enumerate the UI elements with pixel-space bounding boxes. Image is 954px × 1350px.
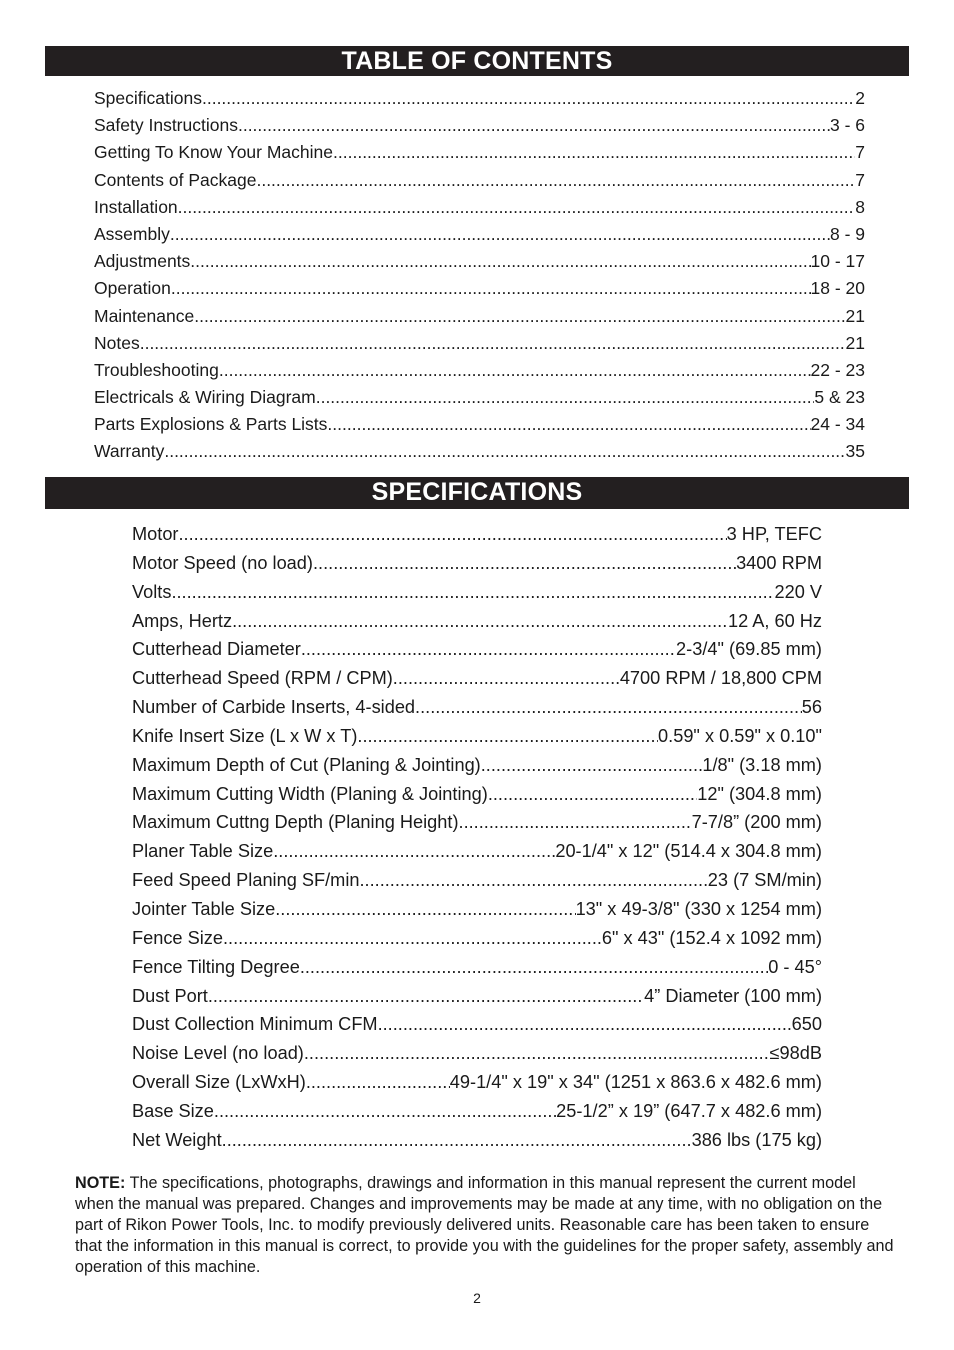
spec-row (132, 957, 822, 986)
spec-row-value: 0.59" x 0.59" x 0.10" (658, 725, 822, 746)
toc-entry (94, 142, 865, 169)
spec-row (132, 639, 822, 668)
toc-entry (94, 251, 865, 278)
toc-entry (94, 115, 865, 142)
dot-leader (232, 611, 728, 632)
toc-entry-value: 24 - 34 (810, 414, 865, 435)
spec-row (132, 582, 822, 611)
dot-leader (459, 812, 692, 833)
spec-row (132, 1043, 822, 1072)
spec-row (132, 784, 822, 813)
spec-row (132, 553, 822, 582)
spec-row-label: Number of Carbide Inserts, 4-sided (132, 697, 416, 718)
dot-leader (171, 278, 811, 299)
spec-row-value: 49-1/4" x 19" x 34" (1251 x 863.6 x 482.6 mm) (449, 1072, 822, 1093)
spec-row (132, 1101, 822, 1130)
spec-row-value: 650 (791, 1014, 822, 1035)
dot-leader (194, 306, 845, 327)
spec-row-label: Dust Collection Minimum CFM (132, 1014, 378, 1035)
dot-leader (359, 870, 707, 891)
dot-leader (327, 414, 810, 435)
toc-entry-value: 10 - 17 (810, 251, 865, 272)
toc-entry-label: Warranty (94, 441, 165, 462)
spec-row (132, 1130, 822, 1159)
spec-row-value: 4700 RPM / 18,800 CPM (619, 668, 822, 689)
dot-leader (301, 639, 676, 660)
spec-row-value: 220 V (774, 581, 822, 602)
spec-row-label: Cutterhead Diameter (132, 639, 301, 660)
spec-row-label: Noise Level (no load) (132, 1043, 304, 1064)
dot-leader (214, 1101, 556, 1122)
dot-leader (208, 986, 644, 1007)
spec-row-label: Base Size (132, 1100, 214, 1121)
dot-leader (273, 841, 555, 862)
toc-entry-value: 5 & 23 (814, 387, 865, 408)
spec-row (132, 1014, 822, 1043)
dot-leader (481, 755, 703, 776)
toc-entry-value: 35 (845, 441, 865, 462)
spec-row-value: 6" x 43" (152.4 x 1092 mm) (601, 927, 822, 948)
toc-entry-label: Electricals & Wiring Diagram (94, 387, 316, 408)
toc-entry-value: 21 (845, 332, 865, 353)
dot-leader (313, 553, 736, 574)
toc-entry-value: 7 (855, 169, 865, 190)
note-text: The specifications, photographs, drawings and information in this manual represent the current model when the manual was prepared. Changes and improvements may be made at any time, with no obligation on the part of Rikon Power Tools, Inc. to modify previously delivered units. Reasonable care has been taken to ensure that the information in this manual is correct, to provide you with the guidelines for the proper safety, assembly and operation of this machine. (75, 1174, 894, 1276)
spec-row-value: 0 - 45° (768, 956, 822, 977)
toc-entry-label: Notes (94, 332, 140, 353)
toc-entry-value: 21 (845, 305, 865, 326)
dot-leader (256, 170, 855, 191)
spec-row-label: Amps, Hertz (132, 610, 233, 631)
toc-entry-label: Maintenance (94, 305, 195, 326)
spec-row-label: Dust Port (132, 985, 208, 1006)
toc-entry (94, 170, 865, 197)
toc-entry (94, 88, 865, 115)
toc-entry (94, 278, 865, 305)
spec-row-value: 1/8" (3.18 mm) (702, 754, 822, 775)
toc-entry-value: 22 - 23 (810, 359, 865, 380)
dot-leader (178, 197, 856, 218)
toc-entry-label: Assembly (94, 223, 170, 244)
dot-leader (316, 387, 815, 408)
spec-row-value: 386 lbs (175 kg) (691, 1129, 822, 1150)
specifications-list (132, 524, 822, 1159)
toc-entry-label: Parts Explosions & Parts Lists (94, 414, 328, 435)
spec-row (132, 668, 822, 697)
toc-entry-value: 7 (855, 142, 865, 163)
dot-leader (378, 1014, 792, 1035)
spec-row-value: 3 HP, TEFC (726, 524, 822, 544)
spec-row-value: ≤98dB (769, 1043, 822, 1064)
dot-leader (202, 88, 855, 109)
spec-row-value: 13" x 49-3/8" (330 x 1254 mm) (575, 898, 822, 919)
spec-row-value: 7-7/8” (200 mm) (691, 812, 822, 833)
spec-row-label: Fence Tilting Degree (132, 956, 300, 977)
note-label: NOTE: (75, 1174, 126, 1192)
page-number: 2 (473, 1290, 481, 1306)
spec-row (132, 870, 822, 899)
note-paragraph (75, 1173, 897, 1278)
spec-row-value: 23 (7 SM/min) (707, 870, 822, 891)
spec-row-label: Planer Table Size (132, 841, 274, 862)
spec-row (132, 899, 822, 928)
spec-row (132, 841, 822, 870)
spec-row-label: Maximum Cutting Width (Planing & Jointing) (132, 783, 488, 804)
spec-row (132, 611, 822, 640)
toc-entry (94, 414, 865, 441)
toc-entry-label: Troubleshooting (94, 359, 219, 380)
specifications-heading: SPECIFICATIONS (45, 477, 909, 509)
dot-leader (333, 142, 855, 163)
spec-row-label: Overall Size (LxWxH) (132, 1072, 306, 1093)
dot-leader (488, 784, 697, 805)
spec-row (132, 928, 822, 957)
dot-leader (190, 251, 810, 272)
dot-leader (140, 333, 846, 354)
spec-row-label: Volts (132, 581, 172, 602)
dot-leader (393, 668, 620, 689)
spec-row (132, 986, 822, 1015)
dot-leader (222, 1130, 692, 1151)
spec-row-value: 12" (304.8 mm) (697, 783, 822, 804)
spec-row-label: Motor (132, 524, 179, 544)
spec-row (132, 1072, 822, 1101)
spec-row-value: 12 A, 60 Hz (727, 610, 822, 631)
spec-row (132, 524, 822, 553)
toc-entry-label: Operation (94, 278, 171, 299)
spec-row-label: Cutterhead Speed (RPM / CPM) (132, 668, 393, 689)
spec-row-label: Maximum Depth of Cut (Planing & Jointing) (132, 754, 481, 775)
spec-row-label: Feed Speed Planing SF/min (132, 870, 360, 891)
spec-row-label: Maximum Cuttng Depth (Planing Height) (132, 812, 459, 833)
toc-entry (94, 387, 865, 414)
spec-row-value: 25-1/2” x 19” (647.7 x 482.6 mm) (556, 1100, 822, 1121)
spec-row-value: 4” Diameter (100 mm) (644, 985, 822, 1006)
toc-heading: TABLE OF CONTENTS (45, 46, 909, 76)
spec-row-label: Knife Insert Size (L x W x T) (132, 725, 358, 746)
dot-leader (306, 1072, 450, 1093)
dot-leader (170, 224, 830, 245)
toc-entry-label: Installation (94, 196, 178, 217)
toc-entry (94, 441, 865, 468)
dot-leader (415, 697, 802, 718)
toc-entry-value: 18 - 20 (810, 278, 865, 299)
toc-entry (94, 333, 865, 360)
spec-row-label: Net Weight (132, 1129, 222, 1150)
dot-leader (164, 441, 845, 462)
dot-leader (223, 928, 602, 949)
spec-row-value: 2-3/4" (69.85 mm) (676, 639, 822, 660)
dot-leader (275, 899, 575, 920)
dot-leader (357, 726, 658, 747)
toc-entry-label: Adjustments (94, 251, 191, 272)
toc-entry (94, 306, 865, 333)
toc-entry-label: Safety Instructions (94, 115, 238, 136)
spec-row-value: 20-1/4" x 12" (514.4 x 304.8 mm) (555, 841, 822, 862)
spec-row-value: 56 (801, 697, 822, 718)
toc-entry-value: 8 - 9 (829, 223, 865, 244)
toc-entry-label: Getting To Know Your Machine (94, 142, 334, 163)
dot-leader (219, 360, 811, 381)
toc-entry-label: Specifications (94, 88, 202, 108)
toc-entry-value: 8 (855, 196, 865, 217)
toc-entry-label: Contents of Package (94, 169, 257, 190)
spec-row-value: 3400 RPM (736, 552, 822, 573)
spec-row-label: Motor Speed (no load) (132, 552, 313, 573)
spec-row (132, 726, 822, 755)
spec-row (132, 697, 822, 726)
dot-leader (238, 115, 830, 136)
spec-row (132, 755, 822, 784)
dot-leader (171, 582, 774, 603)
toc-list (94, 88, 865, 469)
toc-entry-value: 3 - 6 (829, 115, 865, 136)
dot-leader (179, 524, 727, 545)
toc-entry (94, 224, 865, 251)
toc-entry-value: 2 (855, 88, 865, 108)
spec-row-label: Fence Size (132, 927, 223, 948)
spec-row-label: Jointer Table Size (132, 898, 276, 919)
dot-leader (300, 957, 768, 978)
toc-entry (94, 197, 865, 224)
toc-entry (94, 360, 865, 387)
spec-row (132, 812, 822, 841)
dot-leader (304, 1043, 770, 1064)
